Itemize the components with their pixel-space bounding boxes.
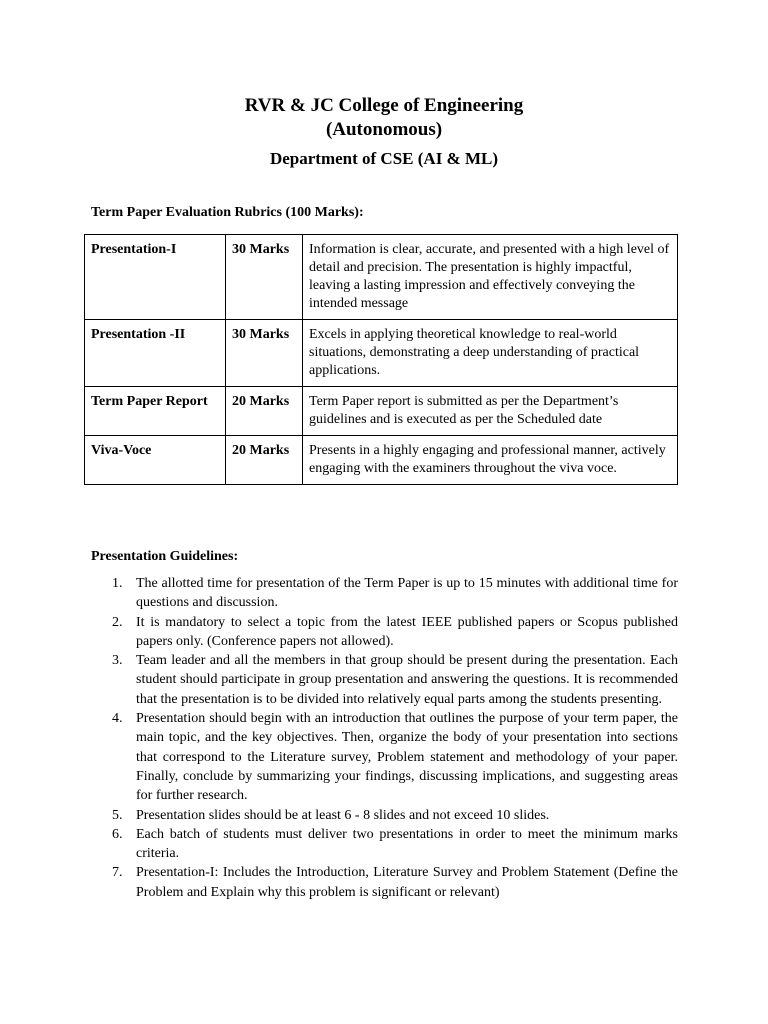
list-item-number: 5. — [112, 807, 123, 823]
list-item — [112, 574, 678, 613]
criterion-name: Presentation -II — [85, 320, 226, 387]
list-item — [112, 613, 678, 652]
list-item-text: Presentation slides should be at least 6 - 8 slides and not exceed 10 slides. — [136, 807, 550, 823]
rubrics-heading: Term Paper Evaluation Rubrics (100 Marks): — [91, 205, 364, 220]
list-item-text: It is mandatory to select a topic from the latest IEEE published papers or Scopus published papers only. (Conference papers not allowed). — [136, 614, 678, 649]
guidelines-list — [112, 574, 678, 902]
list-item — [112, 863, 678, 902]
college-name: RVR & JC College of Engineering — [244, 95, 524, 116]
autonomous-label: (Autonomous) — [325, 119, 443, 140]
list-item-text: Presentation-I: Includes the Introduction, Literature Survey and Problem Statement (Define the Problem and Explain why this problem is significant or relevant) — [136, 865, 678, 900]
list-item-text: The allotted time for presentation of the Term Paper is up to 15 minutes with additional time for questions and discussion. — [136, 576, 678, 611]
list-item-text: Presentation should begin with an introduction that outlines the purpose of your term paper, the main topic, and the key objectives. Then, organize the body of your presentation into sections that correspond to the Literature survey, Problem statement and methodology of your paper. Finally, conclude by summarizing your findings, discussing implications, and suggesting areas for further research. — [136, 711, 678, 804]
rubrics-table — [84, 234, 678, 485]
list-item-text: Each batch of students must deliver two presentations in order to meet the minimum marks criteria. — [136, 826, 678, 862]
table-row — [85, 320, 678, 387]
criterion-name: Term Paper Report — [85, 387, 226, 436]
list-item — [112, 709, 678, 805]
criterion-marks: 20 Marks — [226, 387, 303, 436]
guidelines-heading: Presentation Guidelines: — [91, 549, 239, 564]
list-item-number: 1. — [112, 576, 123, 591]
list-item-number: 6. — [112, 826, 123, 842]
criterion-marks: 20 Marks — [226, 436, 303, 485]
list-item-number: 2. — [112, 614, 123, 630]
criterion-name: Presentation-I — [85, 235, 226, 320]
criterion-description: Information is clear, accurate, and presented with a high level of detail and precision. The presentation is highly impactful, leaving a lasting impression and effectively conveying the intended message — [303, 235, 678, 320]
criterion-marks: 30 Marks — [226, 235, 303, 320]
table-row — [85, 235, 678, 320]
department-title: Department of CSE (AI & ML) — [269, 149, 499, 168]
list-item — [112, 806, 678, 825]
criterion-description: Presents in a highly engaging and professional manner, actively engaging with the examiners throughout the viva voce. — [303, 436, 678, 485]
list-item — [112, 651, 678, 709]
criterion-description: Term Paper report is submitted as per the Department’s guidelines and is executed as per the Scheduled date — [303, 387, 678, 436]
criterion-name: Viva-Voce — [85, 436, 226, 485]
criterion-marks: 30 Marks — [226, 320, 303, 387]
list-item-text: Team leader and all the members in that group should be present during the presentation. Each student should participate in group presentation and answering the questions. It is recommended that the presentation is to be divided into relatively equal parts among the students presenting. — [136, 653, 678, 707]
list-item — [112, 825, 678, 864]
criterion-description: Excels in applying theoretical knowledge to real-world situations, demonstrating a deep understanding of practical applications. — [303, 320, 678, 387]
list-item-number: 4. — [112, 711, 123, 727]
list-item-number: 7. — [112, 865, 123, 881]
table-row — [85, 387, 678, 436]
table-row — [85, 436, 678, 485]
list-item-number: 3. — [112, 653, 123, 669]
